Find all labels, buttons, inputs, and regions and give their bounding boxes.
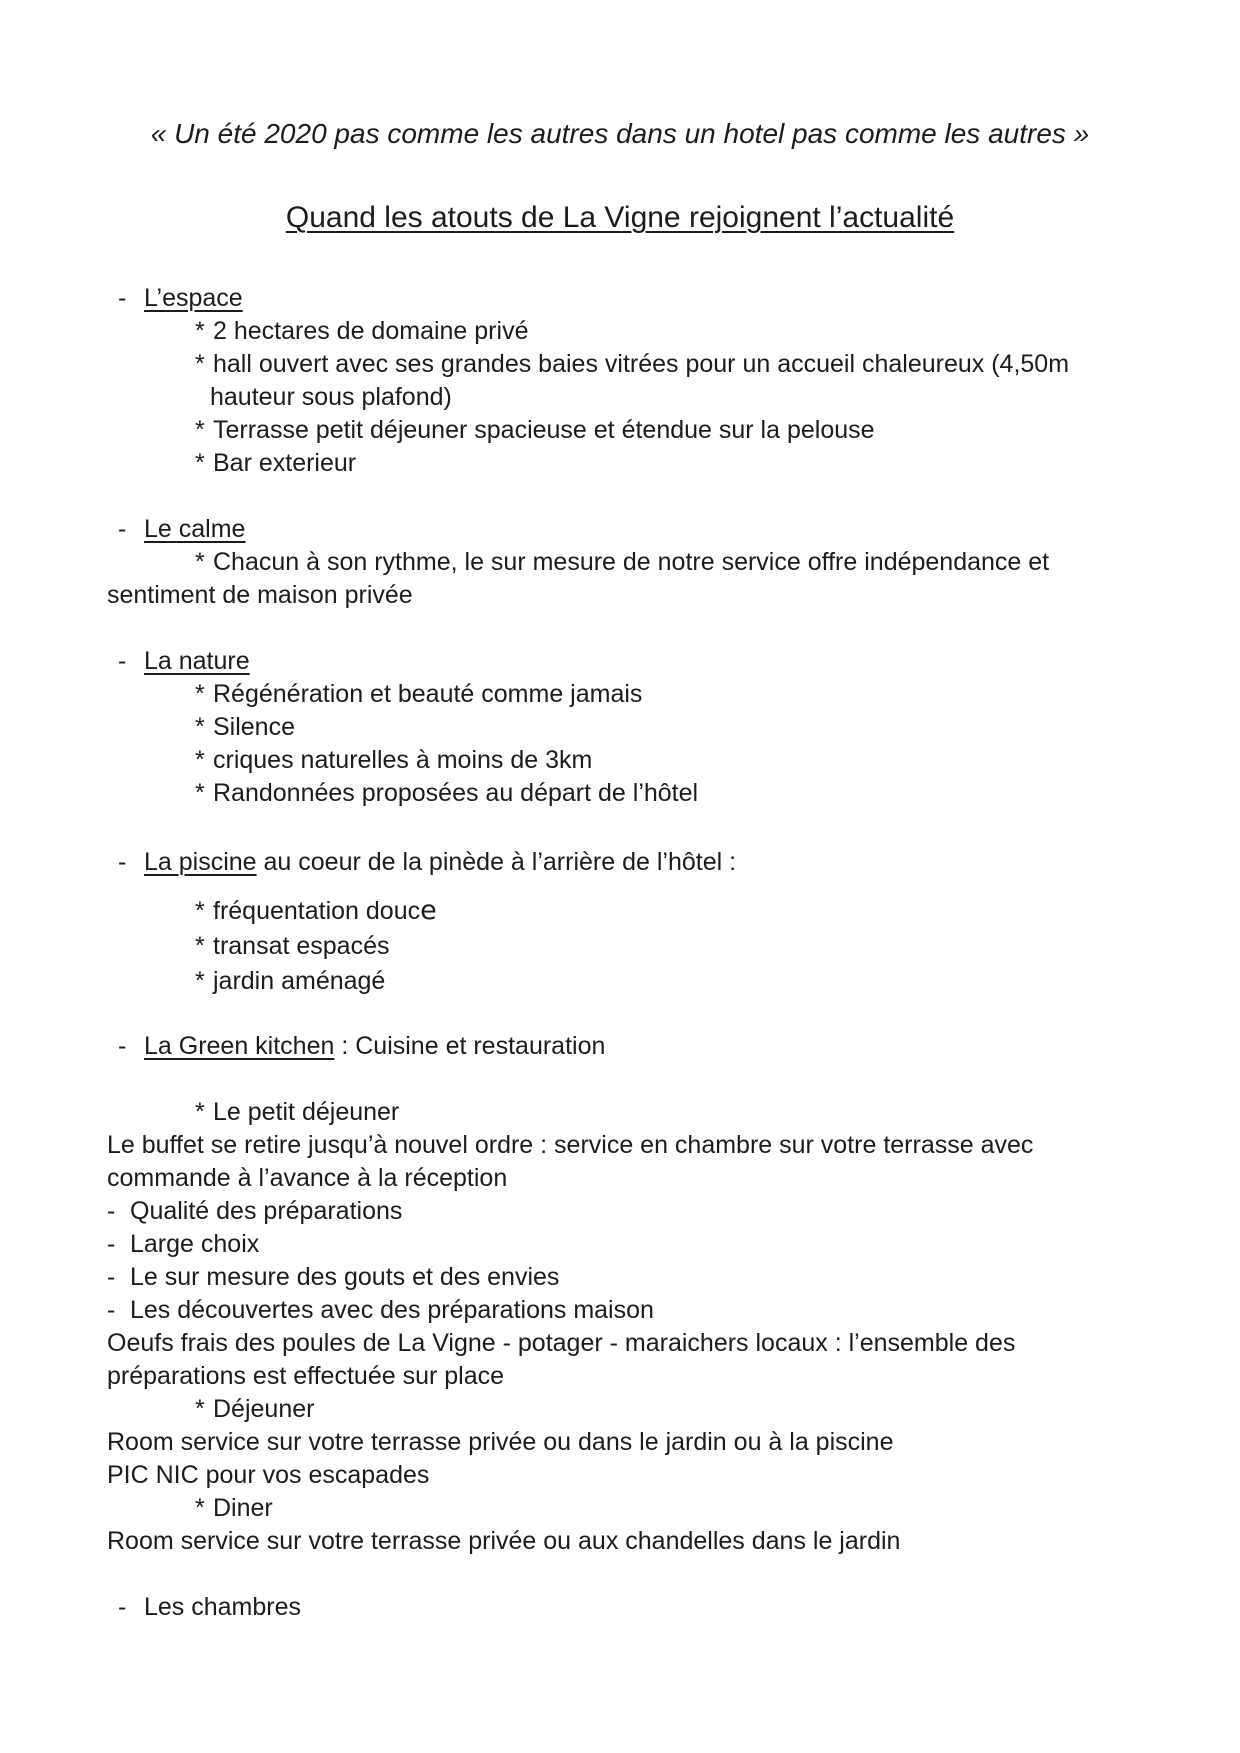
- section-heading-green-kitchen: [107, 1030, 1133, 1063]
- star-bullet: *: [195, 746, 205, 774]
- list-item-text: Randonnées proposées au départ de l’hôtel: [213, 779, 699, 807]
- dash-item-text: Qualité des préparations: [130, 1197, 403, 1225]
- dash-bullet: -: [107, 1263, 116, 1291]
- dash-bullet: -: [118, 284, 127, 312]
- section-heading-nature: [107, 645, 1133, 678]
- list-item-line: [107, 929, 1133, 964]
- dash-bullet: -: [118, 515, 127, 543]
- dash-item-line: [107, 1261, 1133, 1294]
- list-item-text: Chacun à son rythme, le sur mesure de notre service offre indépendance et: [213, 548, 1050, 576]
- star-bullet: *: [195, 897, 205, 925]
- list-item-text: Bar exterieur: [213, 449, 357, 477]
- section-heading-piscine: [107, 846, 1133, 879]
- list-item-text: Régénération et beauté comme jamais: [213, 680, 643, 708]
- star-bullet: *: [195, 317, 205, 345]
- subsection-dejeuner: [107, 1393, 1133, 1426]
- subsection-label: Diner: [213, 1494, 273, 1522]
- section-heading-text: Le calme: [144, 515, 246, 543]
- list-item-continuation: hauteur sous plafond): [210, 383, 452, 411]
- star-bullet: *: [195, 967, 205, 995]
- paragraph-line: préparations est effectuée sur place: [107, 1362, 505, 1390]
- list-item-line: [107, 348, 1133, 381]
- paragraph-line: Room service sur votre terrasse privée ou dans le jardin ou à la piscine: [107, 1428, 894, 1456]
- paragraph-line: Le buffet se retire jusqu’à nouvel ordre : service en chambre sur votre terrasse avec: [107, 1131, 1034, 1159]
- list-item-text-alt-glyph: e: [420, 895, 437, 926]
- list-item-line: [107, 893, 1133, 929]
- dash-item-line: [107, 1294, 1133, 1327]
- star-bullet: *: [195, 416, 205, 444]
- section-heading-text: La piscine: [144, 848, 257, 876]
- section-heading-text: La Green kitchen: [144, 1032, 335, 1060]
- document-title-text: Quand les atouts de La Vigne rejoignent l’actualité: [285, 201, 955, 234]
- star-bullet: *: [195, 350, 205, 378]
- dash-bullet: -: [107, 1296, 116, 1324]
- dash-item-text: Le sur mesure des gouts et des envies: [130, 1263, 560, 1291]
- star-bullet: *: [195, 1098, 205, 1126]
- section-heading-suffix: : Cuisine et restauration: [334, 1032, 606, 1060]
- dash-item-text: Les découvertes avec des préparations maison: [130, 1296, 654, 1324]
- list-item-line: [107, 447, 1133, 480]
- star-bullet: *: [195, 713, 205, 741]
- paragraph-line: commande à l’avance à la réception: [107, 1164, 508, 1192]
- dash-item-text: Large choix: [130, 1230, 260, 1258]
- list-item-text: fréquentation douc: [213, 897, 421, 925]
- paragraph-line: Room service sur votre terrasse privée ou aux chandelles dans le jardin: [107, 1527, 901, 1555]
- section-heading-calme: [107, 513, 1133, 546]
- star-bullet: *: [195, 680, 205, 708]
- star-bullet: *: [195, 449, 205, 477]
- subsection-petit-dejeuner: [107, 1096, 1133, 1129]
- section-heading-text: L’espace: [144, 284, 243, 312]
- list-item-line: [107, 315, 1133, 348]
- paragraph-line: PIC NIC pour vos escapades: [107, 1461, 430, 1489]
- list-item-line: [107, 964, 1133, 999]
- list-item-line: [107, 414, 1133, 447]
- list-item-text: hall ouvert avec ses grandes baies vitrées pour un accueil chaleureux (4,50m: [213, 350, 1070, 378]
- dash-item-line: [107, 1195, 1133, 1228]
- section-heading-text: La nature: [144, 647, 250, 675]
- dash-bullet: -: [118, 1593, 127, 1621]
- list-item-text: criques naturelles à moins de 3km: [213, 746, 593, 774]
- star-bullet: *: [195, 548, 205, 576]
- star-bullet: *: [195, 779, 205, 807]
- list-item-line: [107, 711, 1133, 744]
- list-item-text: jardin aménagé: [213, 967, 386, 995]
- subsection-label: Le petit déjeuner: [213, 1098, 400, 1126]
- list-item-text: Silence: [213, 713, 295, 741]
- section-heading-chambres: [107, 1591, 1133, 1624]
- dash-bullet: -: [118, 647, 127, 675]
- star-bullet: *: [195, 1494, 205, 1522]
- list-item-line: [107, 777, 1133, 810]
- subsection-label: Déjeuner: [213, 1395, 315, 1423]
- section-heading-suffix: au coeur de la pinède à l’arrière de l’hôtel :: [256, 848, 737, 876]
- list-item-text: transat espacés: [213, 932, 390, 960]
- dash-bullet: -: [118, 848, 127, 876]
- star-bullet: *: [195, 932, 205, 960]
- list-item-text: 2 hectares de domaine privé: [213, 317, 529, 345]
- list-item-line: [107, 678, 1133, 711]
- section-heading-espace: [107, 282, 1133, 315]
- subsection-diner: [107, 1492, 1133, 1525]
- dash-bullet: -: [118, 1032, 127, 1060]
- document-title: [107, 198, 1133, 238]
- section-heading-text: Les chambres: [144, 1593, 302, 1621]
- list-item-line: [107, 744, 1133, 777]
- list-item-text: Terrasse petit déjeuner spacieuse et étendue sur la pelouse: [213, 416, 875, 444]
- dash-item-line: [107, 1228, 1133, 1261]
- paragraph-line: Oeufs frais des poules de La Vigne - potager - maraichers locaux : l’ensemble des: [107, 1329, 1016, 1357]
- dash-bullet: -: [107, 1230, 116, 1258]
- list-item-continuation: sentiment de maison privée: [107, 581, 413, 609]
- star-bullet: *: [195, 1395, 205, 1423]
- quote-line: « Un été 2020 pas comme les autres dans un hotel pas comme les autres »: [150, 118, 1090, 149]
- list-item-line: [107, 546, 1133, 579]
- dash-bullet: -: [107, 1197, 116, 1225]
